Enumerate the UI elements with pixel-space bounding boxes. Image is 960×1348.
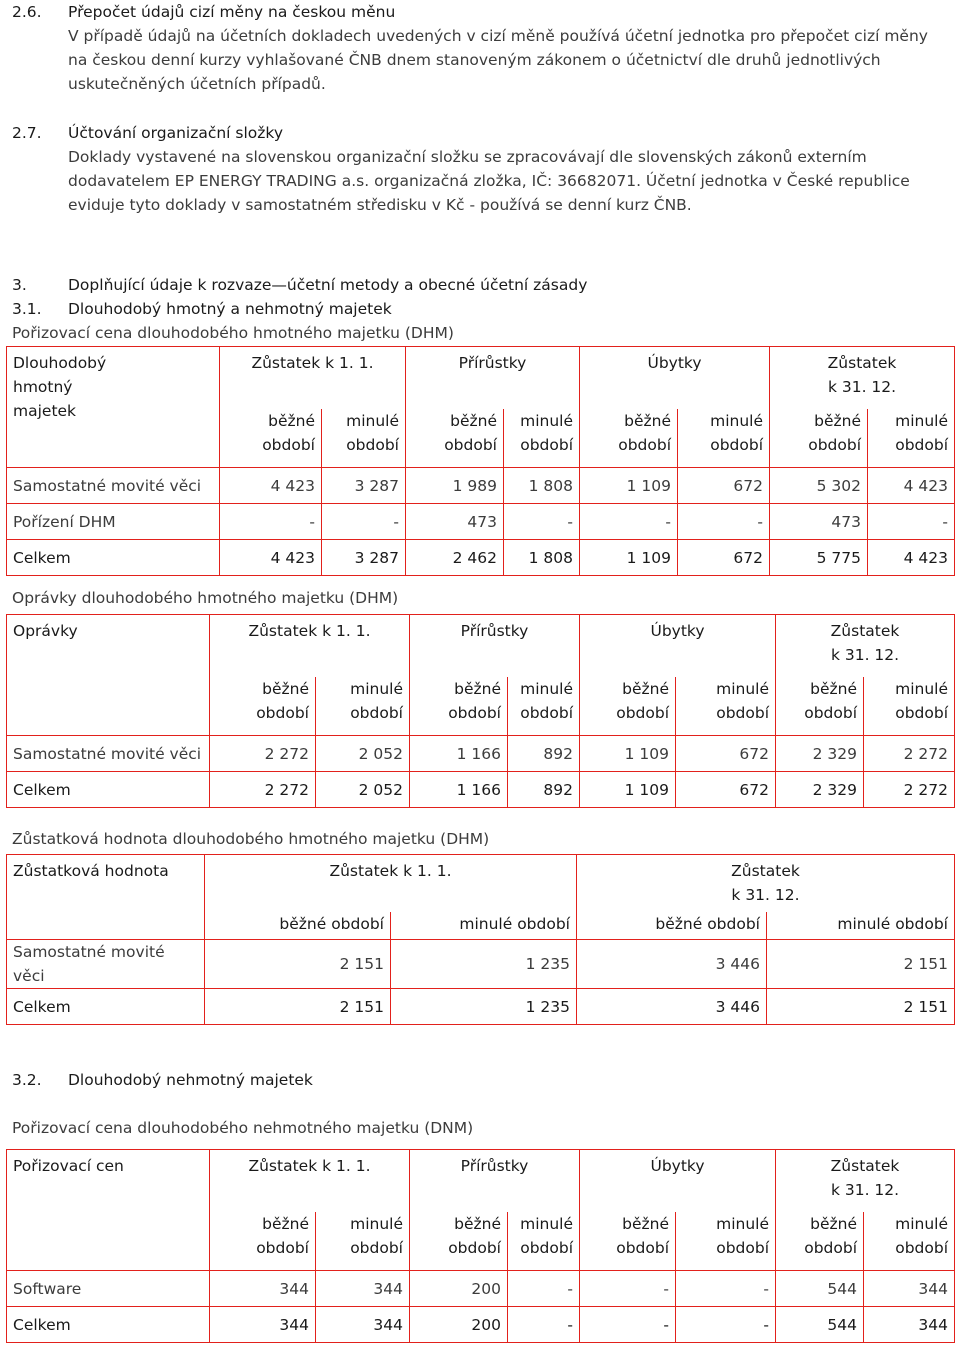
cell: 4 423 <box>868 468 955 504</box>
header-cell: Oprávky <box>7 615 210 736</box>
cell: 2 272 <box>864 736 955 772</box>
cell: 200 <box>410 1271 508 1307</box>
subheader-minule: minulé období <box>508 677 580 735</box>
header-zustatek-31-12: Zůstatek k 31. 12. <box>776 1150 955 1213</box>
cell: - <box>508 1307 580 1343</box>
header-zustatek-31-12: Zůstatek k 31. 12. <box>776 615 955 678</box>
cell: 5 775 <box>770 540 868 576</box>
cell: 1 808 <box>504 540 580 576</box>
subheader-minule: minulé období <box>504 409 580 467</box>
cell: 473 <box>770 504 868 540</box>
cell: 2 462 <box>406 540 504 576</box>
table-dhm-depreciation <box>6 614 954 808</box>
section-title: Dlouhodobý nehmotný majetek <box>68 1071 313 1089</box>
subheader-bezne: běžné období <box>770 409 868 467</box>
header-zustatek-1-1: Zůstatek k 1. 1. <box>210 1150 410 1213</box>
cell: 2 151 <box>767 940 955 989</box>
subheader-bezne: běžné období <box>580 677 676 735</box>
section-number: 3. <box>12 276 27 294</box>
cell: - <box>322 504 406 540</box>
subheader-bezne: běžné období <box>580 409 678 467</box>
header-zustatek-1-1: Zůstatek k 1. 1. <box>205 855 577 913</box>
section-number: 3.1. <box>12 300 42 318</box>
table-dnm-cost <box>6 1149 954 1343</box>
table-caption: Oprávky dlouhodobého hmotného majetku (DHM) <box>12 589 399 607</box>
row-label: Celkem <box>7 540 220 576</box>
header-ubytky: Úbytky <box>580 1150 776 1213</box>
cell: - <box>508 1271 580 1307</box>
cell: - <box>676 1271 776 1307</box>
cell: 672 <box>678 468 770 504</box>
table-row-total <box>7 772 955 808</box>
header-ubytky: Úbytky <box>580 615 776 678</box>
cell: 544 <box>776 1271 864 1307</box>
cell: - <box>580 504 678 540</box>
row-label: Celkem <box>7 1307 210 1343</box>
cell: 672 <box>676 736 776 772</box>
paragraph-line: dodavatelem EP ENERGY TRADING a.s. organizačná zložka, IČ: 36682071. Účetní jednotka v České republice <box>68 172 910 190</box>
header-zustatek-31-12: Zůstatek k 31. 12. <box>577 855 955 913</box>
cell: 3 446 <box>577 989 767 1025</box>
cell: - <box>676 1307 776 1343</box>
header-zustatek-31-12: Zůstatek k 31. 12. <box>770 347 955 410</box>
section-title: Přepočet údajů cizí měny na českou měnu <box>68 3 396 21</box>
cell: 1 109 <box>580 540 678 576</box>
section-3-2 <box>12 1068 952 1092</box>
subheader-minule: minulé období <box>678 409 770 467</box>
cell: 3 446 <box>577 940 767 989</box>
subheader-minule: minulé období <box>391 912 577 939</box>
cell: 344 <box>316 1271 410 1307</box>
subheader-minule: minulé období <box>316 1212 410 1270</box>
header-zustatek-1-1: Zůstatek k 1. 1. <box>220 347 406 410</box>
table-row <box>7 1271 955 1307</box>
cell: 1 989 <box>406 468 504 504</box>
table-caption: Pořizovací cena dlouhodobého hmotného majetku (DHM) <box>12 324 454 342</box>
table-dhm-cost <box>6 346 954 576</box>
cell: 1 109 <box>580 468 678 504</box>
cell: 2 329 <box>776 736 864 772</box>
subheader-bezne: běžné období <box>220 409 322 467</box>
cell: 1 109 <box>580 772 676 808</box>
header-cell: Dlouhodobý hmotný majetek <box>7 347 220 468</box>
cell: 344 <box>210 1307 316 1343</box>
cell: 2 272 <box>864 772 955 808</box>
subheader-minule: minulé období <box>676 677 776 735</box>
cell: 2 272 <box>210 772 316 808</box>
row-label: Celkem <box>7 989 205 1025</box>
section-title: Doplňující údaje k rozvaze—účetní metody a obecné účetní zásady <box>68 276 588 294</box>
section-number: 2.7. <box>12 124 42 142</box>
cell: - <box>580 1307 676 1343</box>
cell: 892 <box>508 736 580 772</box>
header-prirustky: Přírůstky <box>410 615 580 678</box>
cell: 892 <box>508 772 580 808</box>
table-dhm-net-value <box>6 854 954 1025</box>
cell: 1 808 <box>504 468 580 504</box>
cell: 4 423 <box>868 540 955 576</box>
subheader-bezne: běžné období <box>776 677 864 735</box>
subheader-bezne: běžné období <box>210 677 316 735</box>
cell: 2 052 <box>316 736 410 772</box>
section-number: 2.6. <box>12 3 42 21</box>
subheader-minule: minulé období <box>868 409 955 467</box>
paragraph-line: V případě údajů na účetních dokladech uvedených v cizí měně používá účetní jednotka pro přepočet cizí měny <box>68 27 928 45</box>
subheader-bezne: běžné období <box>406 409 504 467</box>
cell: 2 151 <box>767 989 955 1025</box>
table-row <box>7 736 955 772</box>
header-prirustky: Přírůstky <box>410 1150 580 1213</box>
cell: 344 <box>864 1271 955 1307</box>
section-title: Dlouhodobý hmotný a nehmotný majetek <box>68 300 392 318</box>
subheader-bezne: běžné období <box>776 1212 864 1270</box>
cell: 1 235 <box>391 940 577 989</box>
cell: - <box>678 504 770 540</box>
cell: 473 <box>406 504 504 540</box>
paragraph-line: na českou denní kurzy vyhlašované ČNB dnem stanoveným zákonem o účetnictví dle druhů jednotlivých <box>68 51 881 69</box>
subheader-minule: minulé období <box>767 912 955 939</box>
paragraph-line: uskutečněných účetních případů. <box>68 75 326 93</box>
table-row-total <box>7 989 955 1025</box>
row-label: Samostatné movité věci <box>7 468 220 504</box>
header-cell: Zůstatková hodnota <box>7 855 205 940</box>
cell: 2 052 <box>316 772 410 808</box>
cell: 1 109 <box>580 736 676 772</box>
cell: 2 151 <box>205 989 391 1025</box>
cell: 1 166 <box>410 772 508 808</box>
table-caption: Zůstatková hodnota dlouhodobého hmotného majetku (DHM) <box>12 830 490 848</box>
cell: - <box>220 504 322 540</box>
cell: 2 329 <box>776 772 864 808</box>
table-row-total <box>7 540 955 576</box>
subheader-bezne: běžné období <box>410 1212 508 1270</box>
subheader-minule: minulé období <box>864 1212 955 1270</box>
header-prirustky: Přírůstky <box>406 347 580 410</box>
cell: 3 287 <box>322 540 406 576</box>
subheader-bezne: běžné období <box>205 912 391 939</box>
row-label: Samostatné movité věci <box>7 736 210 772</box>
subheader-minule: minulé období <box>676 1212 776 1270</box>
cell: - <box>504 504 580 540</box>
section-2-6 <box>12 0 952 96</box>
cell: 344 <box>864 1307 955 1343</box>
subheader-bezne: běžné období <box>410 677 508 735</box>
cell: 4 423 <box>220 540 322 576</box>
section-2-7 <box>12 121 952 217</box>
row-label: Pořízení DHM <box>7 504 220 540</box>
table-row-total <box>7 1307 955 1343</box>
paragraph-line: Doklady vystavené na slovenskou organizační složku se zpracovávají dle slovenských zákonů externím <box>68 148 867 166</box>
section-3 <box>12 273 952 345</box>
cell: 4 423 <box>220 468 322 504</box>
row-label: Samostatné movité věci <box>7 940 205 989</box>
cell: 2 272 <box>210 736 316 772</box>
header-cell: Pořizovací cen <box>7 1150 210 1271</box>
subheader-minule: minulé období <box>864 677 955 735</box>
paragraph-line: eviduje tyto doklady v samostatném středisku v Kč - používá se denní kurz ČNB. <box>68 196 692 214</box>
row-label: Celkem <box>7 772 210 808</box>
cell: 344 <box>316 1307 410 1343</box>
cell: 1 235 <box>391 989 577 1025</box>
row-label: Software <box>7 1271 210 1307</box>
cell: 672 <box>678 540 770 576</box>
cell: 2 151 <box>205 940 391 989</box>
table-row <box>7 504 955 540</box>
cell: 5 302 <box>770 468 868 504</box>
cell: - <box>868 504 955 540</box>
subheader-bezne: běžné období <box>210 1212 316 1270</box>
section-number: 3.2. <box>12 1071 42 1089</box>
cell: - <box>580 1271 676 1307</box>
cell: 3 287 <box>322 468 406 504</box>
cell: 344 <box>210 1271 316 1307</box>
subheader-minule: minulé období <box>508 1212 580 1270</box>
table-row <box>7 468 955 504</box>
header-zustatek-1-1: Zůstatek k 1. 1. <box>210 615 410 678</box>
section-title: Účtování organizační složky <box>68 124 284 142</box>
table-row <box>7 940 955 989</box>
subheader-minule: minulé období <box>322 409 406 467</box>
cell: 200 <box>410 1307 508 1343</box>
subheader-minule: minulé období <box>316 677 410 735</box>
cell: 1 166 <box>410 736 508 772</box>
table-caption: Pořizovací cena dlouhodobého nehmotného majetku (DNM) <box>12 1119 474 1137</box>
subheader-bezne: běžné období <box>577 912 767 939</box>
subheader-bezne: běžné období <box>580 1212 676 1270</box>
cell: 544 <box>776 1307 864 1343</box>
header-ubytky: Úbytky <box>580 347 770 410</box>
cell: 672 <box>676 772 776 808</box>
